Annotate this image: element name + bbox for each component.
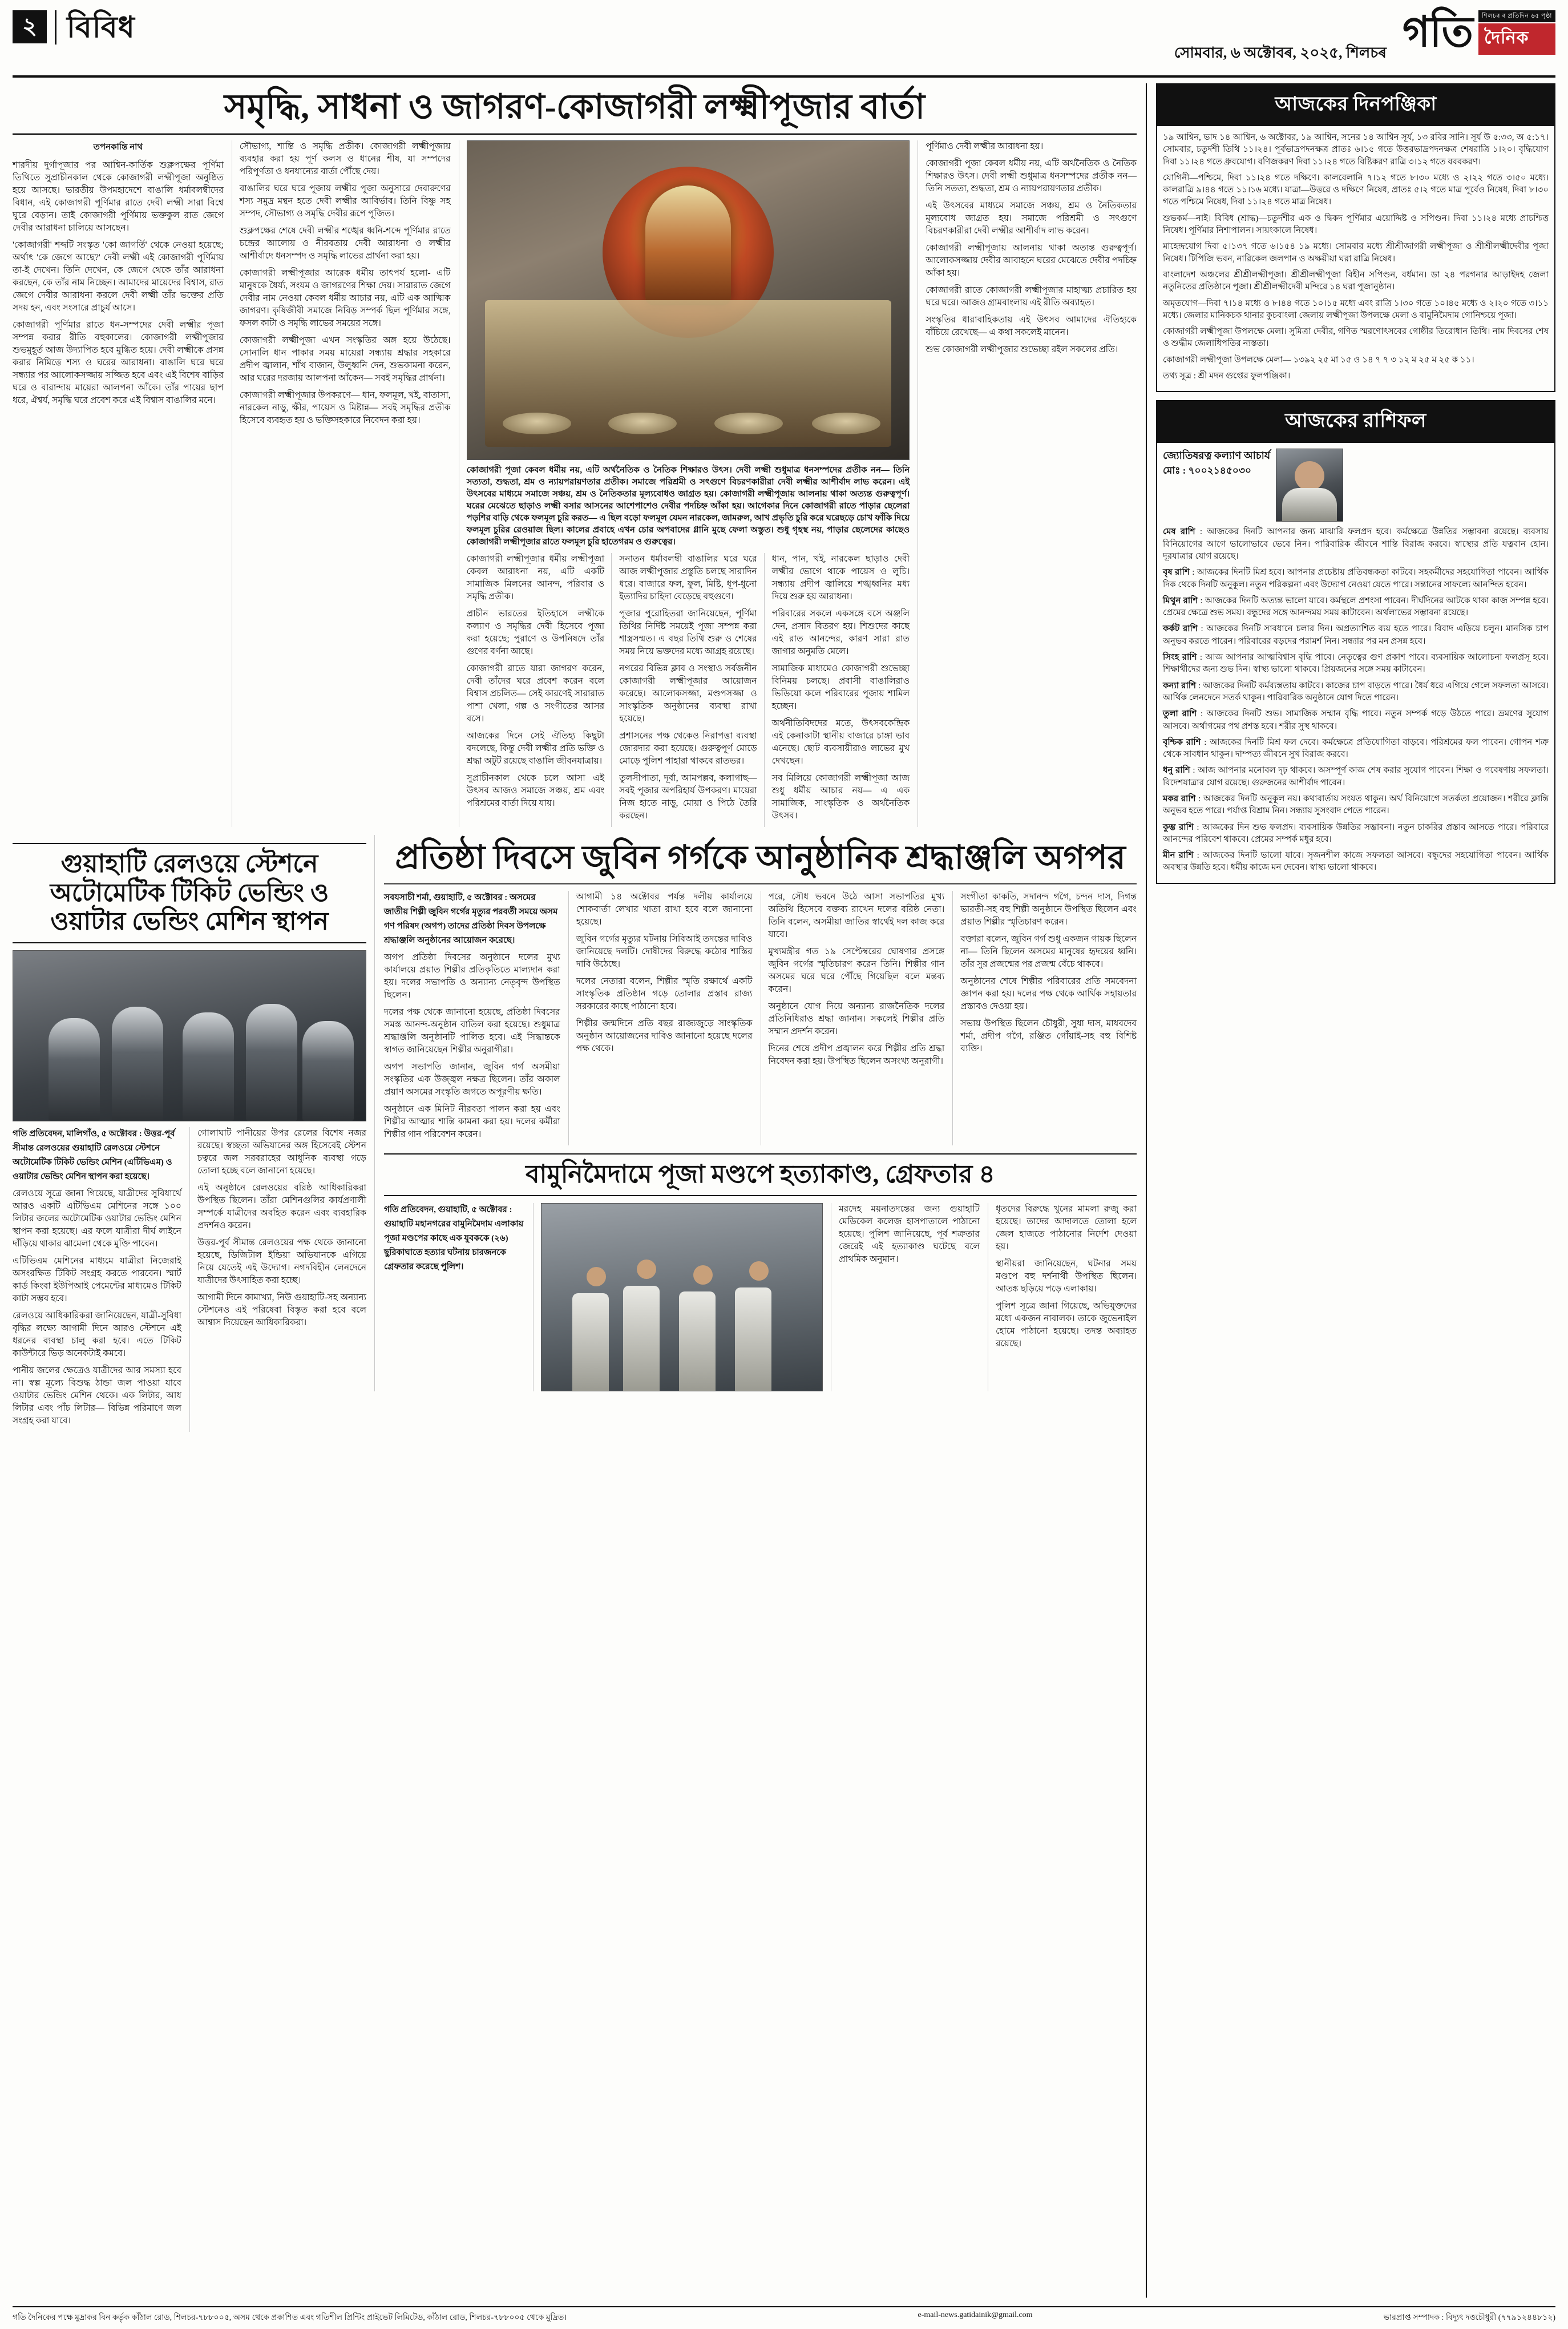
section-title: বিবিধ — [55, 10, 135, 45]
paragraph: প্রাচীন ভারতের ইতিহাসে লক্ষ্মীকে কল্যাণ ও সমৃদ্ধির দেবী হিসেবে পূজা করা হয়েছে; পুরাণে ও উপনিষদে তাঁর গুণের বর্ণনা আছে। — [466, 609, 605, 657]
footer-editor: ভারপ্রাপ্ত সম্পাদক : বিদ্যুৎ দত্তচৌধুরী (৭৭৯১২৪৪৮১২) — [1383, 2314, 1555, 2322]
rashifal-box — [1156, 400, 1555, 883]
panjika-box — [1156, 83, 1555, 392]
shoulders — [1282, 488, 1337, 521]
panjika-paragraph: কোজাগরী লক্ষ্মীপূজা উপলক্ষে মেলা। সুমিত্রা দেবীর, গণিত স্মরণোৎসবের গোষ্ঠীর তিরোধান তিথি। নাম দিবসের শেষ ও শুদ্ধীম জেলাধিপতির ন্যস্ততা। — [1163, 327, 1549, 349]
offering-plate — [503, 413, 571, 434]
murder-column-2 — [831, 1203, 980, 1391]
paragraph: সামাজিক মাধ্যমেও কোজাগরী শুভেচ্ছা বিনিময় চলছে। প্রবাসী বাঙালিরাও ভিডিয়ো কলে পরিবারের পূজায় শামিল হচ্ছেন। — [771, 664, 910, 712]
paragraph: কোজাগরী লক্ষ্মীপূজার উপকরণে— ধান, ফলমূল, খই, বাতাসা, নারকেল নাড়ু, ক্ষীর, পায়েস ও মিষ্টান্ন— সবই সমৃদ্ধির প্রতীক হিসেবে ব্যবহৃত হয় ও ভক্তিসহকারে নিবেদন করা হয়। — [239, 390, 451, 426]
paragraph: এটিভিএম মেশিনের মাধ্যমে যাত্রীরা নিজেরাই অসংরক্ষিত টিকিট সংগ্রহ করতে পারবেন। স্মার্ট কার্ড কিংবা ইউপিআই পেমেন্টের মাধ্যমেও টিকিট কাটা সম্ভব হবে। — [13, 1256, 181, 1303]
person — [246, 1004, 297, 1121]
paragraph: মুখ্যমন্ত্রীর গত ১৯ সেপ্টেম্বরের ঘোষণার প্রসঙ্গে জুবিন গর্গের স্মৃতিচারণ করেন তিনি। শিল্পীর গান অসমের ঘরে ঘরে পৌঁছে গিয়েছিল বলে মন্তব্য করেন। — [768, 947, 945, 995]
paragraph: আজকের দিনে সেই ঐতিহ্য কিছুটা বদলেছে, কিন্তু দেবী লক্ষ্মীর প্রতি ভক্তি ও শ্রদ্ধা অটুট রয়েছে বাঙালি জীবনযাত্রায়। — [466, 731, 605, 766]
page-number: ২ — [13, 10, 47, 43]
panjika-paragraph: বাংলাদেশ অঞ্চলের শ্রীশ্রীলক্ষ্মীপূজা। শ্রীশ্রীলক্ষ্মীপূজা বিহীন সপিণ্ডন, বর্ধমান। ডা ২৪ পরগনার আড়াইদহ জেলা নতুনিতের প্রতিষ্ঠানে পূজা। শ্রীশ্রীলক্ষ্মীদেবী মন্দিরে ১৪ ঘরা পূজানুষ্ঠান। — [1163, 270, 1549, 292]
astrologer-name: জ্যোতিষরত্ন কল্যাণ আচার্য — [1163, 450, 1271, 462]
paragraph: পূজার পুরোহিতরা জানিয়েছেন, পূর্ণিমা তিথির নির্দিষ্ট সময়েই পূজা সম্পন্ন করা শাস্ত্রসম্মত। এ বছর তিথি শুরু ও শেষের সময় নিয়ে ভক্তদের মধ্যে আগ্রহ রয়েছে। — [619, 609, 757, 657]
paragraph: কোজাগরী রাতে যারা জাগরণ করেন, দেবী তাঁদের ঘরে প্রবেশ করেন বলে বিশ্বাস প্রচলিত— সেই কারণেই সারারাত পাশা খেলা, গল্প ও সংগীতের আসর বসে। — [466, 664, 605, 724]
zodiac-name: সিংহ রাশি — [1163, 653, 1197, 663]
right-rail — [1147, 83, 1555, 2298]
panjika-paragraph: কোজাগরী লক্ষ্মীপূজা উপলক্ষে মেলা— ১৩৯২ ২৫ মা ১৫ ও ১৪ ৭ ৭ ৩ ১২ ম ২৫ ম ২৫ ক ১১। — [1163, 355, 1474, 365]
zodiac-item: মেষ রাশি : আজকের দিনটি আপনার জন্য মাঝারি ফলপ্রদ হবে। কর্মক্ষেত্রে উন্নতির সম্ভাবনা রয়েছে। ব্যবসায় বিনিয়োগের আগে ভালোভাবে ভেবে নিন। পারিবারিক জীবনে শান্তি বিরাজ করবে। স্বাস্থ্যের প্রতি যত্নবান হোন। দূরযাত্রার যোগ রয়েছে। — [1163, 527, 1549, 561]
zodiac-name: কর্কট রাশি — [1163, 624, 1198, 634]
zodiac-text: আজকের দিনটি আপনার জন্য মাঝারি ফলপ্রদ হবে। কর্মক্ষেত্রে উন্নতির সম্ভাবনা রয়েছে। ব্যবসায় বিনিয়োগের আগে ভালোভাবে ভেবে নিন। পারিবারিক জীবনে শান্তি বিরাজ করবে। স্বাস্থ্যের প্রতি যত্নবান হোন। দূরযাত্রার যোগ রয়েছে। — [1163, 527, 1549, 561]
paragraph: কোজাগরী লক্ষ্মীপূজার আরেক ধর্মীয় তাৎপর্য হলো- এটি মানুষকে ধৈর্য্য, সংযম ও জাগরণের শিক্ষা দেয়। সারারাত জেগে দেবীর নাম নেওয়া কেবল ধর্মীয় আচার নয়, এটি এক আত্মিক জাগরণ। কৃষিজীবী সমাজে নিবিড় সম্পর্ক ছিল পূর্ণিমার সঙ্গে, ফসল কাটা ও সমৃদ্ধি লাভের সময়ের সঙ্গে। — [239, 268, 451, 329]
paragraph: পরিবারের সকলে একসঙ্গে বসে অঞ্জলি দেন, প্রসাদ বিতরণ হয়। শিশুদের কাছে এই রাত আনন্দের, কারণ সারা রাত জাগার অনুমতি মেলে। — [771, 609, 910, 657]
lead-column-2 — [232, 140, 451, 827]
newspaper-logo — [1403, 10, 1555, 55]
paragraph: আগামী দিনে কামাখ্যা, নিউ গুয়াহাটি-সহ অন্যান্য স্টেশনেও এই পরিষেবা বিস্তৃত করা হবে বলে আশ্বাস দিয়েছেন আধিকারিকরা। — [197, 1292, 366, 1327]
panjika-paragraph: মাহেন্দ্রযোগ দিবা ৫।১৩৭ গতে ৬।১৫৪ ১৯ মধ্যে। সোমবার মধ্যে শ্রীশ্রীজাগরী লক্ষ্মীপূজা ও শ্রীশ্রীলক্ষ্মীদেবীর পূজা নিষেধ। টিপিজি ভবন, নারিকেল জলপান ও অক্ষয়ীয়া ঘরা রাত্রি নিষেধ। — [1163, 242, 1549, 264]
zodiac-text: আজকের দিনটি শুভ। সামাজিক সম্মান বৃদ্ধি পাবে। নতুন সম্পর্ক গড়ে উঠতে পারে। ভ্রমণের সুযোগ আসবে। অর্থাগমের পথ প্রশস্ত হবে। শরীর সুস্থ থাকবে। — [1163, 709, 1549, 731]
logo-wordmark: গতি — [1402, 9, 1473, 56]
deity-idol — [645, 185, 731, 305]
station-column-2 — [189, 1127, 366, 1432]
lead-article — [13, 83, 1137, 827]
face — [1295, 461, 1324, 491]
offering-plate — [608, 413, 677, 434]
panjika-source: তথ্য সূত্র : শ্রী মদন গুপ্তের ফুলপঞ্জিকা। — [1163, 372, 1291, 381]
paragraph: উত্তর-পূর্ব সীমান্ত রেলওয়ের পক্ষ থেকে জানানো হয়েছে, ডিজিটাল ইন্ডিয়া অভিযানকে এগিয়ে নিয়ে যেতেই এই উদ্যোগ। নগদবিহীন লেনদেনে যাত্রীদের উৎসাহিত করা হচ্ছে। — [197, 1237, 366, 1285]
zodiac-item: মিথুন রাশি : আজকের দিনটি অত্যন্ত ভালো যাবে। কর্মস্থলে প্রশংসা পাবেন। দীর্ঘদিনের আটকে থাকা কাজ সম্পন্ন হবে। প্রেমের ক্ষেত্রে শুভ সময়। বন্ধুদের সঙ্গে আনন্দময় সময় কাটাবেন। অর্থলাভের সম্ভাবনা রয়েছে। — [1163, 596, 1549, 618]
person — [49, 1018, 100, 1121]
person-head — [587, 1267, 606, 1286]
paragraph: কোজাগরী লক্ষ্মীপূজা এখন সংস্কৃতির অঙ্গ হয়ে উঠেছে। সোনালি ধান পাকার সময় মায়েরা সন্ধ্যায় শ্রদ্ধার সহকারে প্রদীপ জ্বালান, শাঁখ বাজান, উলুধ্বনি দেন, শুভকামনা করেন, আর ঘরের দরজায় আলপনা আঁকেন— সবই সমৃদ্ধির প্রার্থনা। — [239, 336, 451, 384]
zodiac-name: কন্যা রাশি — [1163, 681, 1196, 691]
paragraph: ধৃতদের বিরুদ্ধে খুনের মামলা রুজু করা হয়েছে। তাদের আদালতে তোলা হলে জেল হাজতে পাঠানোর নির্দেশ দেওয়া হয়। — [996, 1204, 1137, 1252]
footer-imprint: গতি দৈনিকের পক্ষে মুদ্রাকর বিন কর্তৃক কাঁঠাল রোড, শিলচর-৭৮৮০০৫, অসম থেকে প্রকাশিত এবং গতিশীল প্রিন্টিং প্রাইভেট লিমিটেড, কাঁঠাল রোড, শিলচর-৭৮৮০০৫ থেকে মুদ্রিত। — [13, 2314, 567, 2322]
ticket-machine-photo — [13, 950, 366, 1121]
murder-headline: বামুনিমৈদামে পূজা মণ্ডপে হত্যাকাণ্ড, গ্রেফতার ৪ — [384, 1153, 1137, 1196]
paragraph: রেলওয়ে আধিকারিকরা জানিয়েছেন, যাত্রী-সুবিধা বৃদ্ধির লক্ষ্যে আগামী দিনে আরও স্টেশনে এই ধরনের ব্যবস্থা চালু করা হবে। এতে টিকিট কাউন্টারে ভিড় অনেকটাই কমবে। — [13, 1310, 181, 1358]
lead-column-4 — [611, 553, 757, 827]
panjika-title: আজকের দিনপঞ্জিকা — [1157, 84, 1554, 126]
panjika-paragraph: ১৯ আশ্বিন, ভাদ ১৪ আশ্বিন, ৬ অক্টোবর, ১৯ আশ্বিন, সনের ১৪ আশ্বিন সূর্য, ১৩ রবির সানি। সূর্য উ ৫:৩৩, অ ৫:১৭। সোমবার, চতুর্দশী তিথি ১১।২৪। পূর্বভাদ্রপদনক্ষত্র প্রাতঃ ৬।১৫ গতে উত্তরভাদ্রপদনক্ষত্র শেষরাত্রি ১।২০। বৃদ্ধিযোগ দিবা ১১।২৪ গতে ধ্রুবযোগ। বণিজকরণ দিবা ১১।২৪ গতে বিষ্টিকরণ রাত্রি ৩।১২ গতে বববকরণ। — [1163, 133, 1549, 167]
zodiac-name: মীন রাশি — [1163, 851, 1194, 861]
logo-daily-badge: দৈনিক — [1478, 23, 1555, 55]
murder-column-3 — [988, 1203, 1137, 1391]
person-head — [637, 1260, 656, 1279]
paragraph: বক্তারা বলেন, জুবিন গর্গ শুধু একজন গায়ক ছিলেন না— তিনি ছিলেন অসমের মানুষের হৃদয়ের ধ্বনি। তাঁর সুর প্রজন্মের পর প্রজন্ম বেঁচে থাকবে। — [960, 934, 1137, 970]
zodiac-item: কর্কট রাশি : আজকের দিনটি সাবধানে চলার দিন। অপ্রত্যাশিত ব্যয় হতে পারে। বিবাদ এড়িয়ে চলুন। মানসিক চাপ অনুভব করতে পারেন। পরিবারের বড়দের পরামর্শ নিন। সন্ধ্যার পর মন প্রসন্ন হবে। — [1163, 624, 1549, 646]
paragraph: শুক্লপক্ষের শেষে দেবী লক্ষ্মীর শঙ্খের ধ্বনি-শব্দে পূর্ণিমার রাতে চন্দ্রের আলোয় ও নীরবতায় দেবী আরাধনা ও লক্ষ্মীর আশীর্বাদে ধনসম্পদ ও সমৃদ্ধি লাভের প্রার্থনা করা হয়। — [239, 226, 451, 261]
paragraph: ধান, পান, খই, নারকেল ছাড়াও দেবী লক্ষ্মীর ভোগে থাকে পায়েস ও লুচি। সন্ধ্যায় প্রদীপ জ্বালিয়ে শঙ্খধ্বনির মধ্য দিয়ে শুরু হয় আরাধনা। — [771, 554, 910, 602]
zubeen-column-3 — [761, 891, 945, 1145]
zodiac-text: আজকের দিনটি মিশ্র ফল দেবে। কর্মক্ষেত্রে প্রতিযোগিতা বাড়বে। পরিশ্রমের ফল পাবেন। গোপন শত্রু থেকে সাবধান থাকুন। দাম্পত্য জীবনে সুখ বিরাজ করবে। — [1163, 737, 1549, 760]
zodiac-item: মকর রাশি : আজকের দিনটি অনুকূল নয়। কথাবার্তায় সংযত থাকুন। অর্থ বিনিয়োগে সতর্কতা প্রয়োজন। শরীরে ক্লান্তি অনুভব হতে পারে। পর্যাপ্ত বিশ্রাম নিন। সন্ধ্যায় সুসংবাদ পেতে পারেন। — [1163, 794, 1549, 816]
paragraph: আগামী ১৪ অক্টোবর পর্যন্ত দলীয় কার্যালয়ে শোকবার্তা লেখার খাতা রাখা হবে বলে জানানো হয়েছে। — [576, 892, 753, 927]
zodiac-text: আজকের দিনটি অত্যন্ত ভালো যাবে। কর্মস্থলে প্রশংসা পাবেন। দীর্ঘদিনের আটকে থাকা কাজ সম্পন্ন হবে। প্রেমের ক্ষেত্রে শুভ সময়। বন্ধুদের সঙ্গে আনন্দময় সময় কাটাবেন। অর্থলাভের সম্ভাবনা রয়েছে। — [1163, 596, 1549, 618]
person-body — [623, 1286, 660, 1391]
police-procession-photo — [541, 1203, 823, 1391]
paragraph: অগপ সভাপতি জানান, জুবিন গর্গ অসমীয়া সংস্কৃতির এক উজ্জ্বল নক্ষত্র ছিলেন। তাঁর অকাল প্রয়াণ অসমের সংস্কৃতি জগতে অপূরণীয় ক্ষতি। — [384, 1062, 560, 1097]
paragraph: রেলওয়ে সূত্রে জানা গিয়েছে, যাত্রীদের সুবিধার্থে আরও একটি এটিভিএম মেশিনের সঙ্গে ১০০ লিটার জলের অটোমেটিক ওয়াটার ভেন্ডিং মেশিন স্থাপন করা হয়েছে। এর ফলে যাত্রীরা দীর্ঘ লাইনে দাঁড়িয়ে থাকার ঝামেলা থেকে মুক্তি পাবেন। — [13, 1188, 181, 1249]
person — [183, 1012, 234, 1121]
photo-caption: কোজাগরী পূজা কেবল ধর্মীয় নয়, এটি অর্থনৈতিক ও নৈতিক শিক্ষারও উৎস। দেবী লক্ষ্মী শুধুমাত্র ধনসম্পদের প্রতীক নন— তিনি সত্যতা, শুদ্ধতা, শ্রম ও ন্যায়পরায়ণতার প্রতীক। সমাজে পরিশ্রমী ও সৎগুণে বিচরণকারীরা দেবী লক্ষ্মীর আশীর্বাদ লাভ করেন। এই উৎসবের মাধ্যমে সমাজে সঞ্চয়, শ্রম ও নৈতিকতার মূল্যবোধও জাগ্রত হয়। কোজাগরী লক্ষ্মীপূজায় আলনায় থাকা অত্যন্ত গুরুত্বপূর্ণ। ঘরের মেঝেতে ছাড়াও লক্ষ্মী বসার আসনের আশেপাশেও দেবীর পদচিহ্ন আঁকা হয়। আগেকার দিনে কোজাগরী রাতে পাড়ার ছেলেরা পড়শির বাড়ি থেকে ফলমূল চুরি করত— এ ছিল বড়ো ফলমূল যেমন নারকেল, জামরুল, আখ প্রভৃতি চুরি করে ঘরেছড়ে চোখ ফাঁকি দিয়ে ফলমূল চুরির রেওয়াজ ছিল। কালের প্রবাহে এখন চোর অপবাদের গ্লানি মুছে ফেলা অস্তুত। শুধু গৃহস্থ নয়, পাড়ার ছেলেদের কাছেও কোজাগরী লক্ষ্মীপূজার রাতে ফলমূল চুরি হাতেগরম ও গুরুত্বের। — [466, 466, 910, 547]
paragraph: কোজাগরী রাতে কোজাগরী লক্ষ্মীপূজার মাহাত্ম্য প্রচারিত হয় ঘরে ঘরে। আজও গ্রামবাংলায় এই রীতি অব্যাহত। — [926, 285, 1137, 308]
paragraph: দিনের শেষে প্রদীপ প্রজ্বালন করে শিল্পীর প্রতি শ্রদ্ধা নিবেদন করা হয়। উপস্থিত ছিলেন অসংখ্য অনুরাগী। — [768, 1044, 945, 1067]
lead-headline: সমৃদ্ধি, সাধনা ও জাগরণ-কোজাগরী লক্ষ্মীপূজার বার্তা — [13, 83, 1137, 135]
lead-column-3 — [467, 553, 605, 827]
paragraph: সভায় উপস্থিত ছিলেন চৌধুরী, সুধা দাস, মাধবদেব শর্মা, প্রদীপ গগৈ, রঞ্জিত গোঁয়াই-সহ বহু বিশিষ্ট ব্যক্তি। — [960, 1019, 1137, 1054]
panjika-paragraph: অমৃতযোগ—দিবা ৭।১৪ মধ্যে ও ৮।৪৪ গতে ১০।১৫ মধ্যে এবং রাত্রি ১।৩০ গতে ১০।৪৫ মধ্যে ও ২।২০ গতে ৩।১১ মধ্যে। জেলার মানিকচক থানার কুচবাংলা জেলায় লক্ষ্মীপূজা উপলক্ষে মেলা ও বামুনিমৈদাম গোনিশ্চয়ে পূজা। — [1163, 298, 1549, 320]
astrologer-photo — [1276, 449, 1343, 522]
logo-tagline: শিলচৰ ৰ প্ৰতিদিন ৬৫ পৃষ্ঠা — [1478, 10, 1555, 22]
paragraph: তুলসীপাতা, দূর্বা, আমপল্লব, কলাগাছ— সবই পূজার অপরিহার্য উপকরণ। মায়েরা নিজ হাতে নাড়ু, মোয়া ও পিঠে তৈরি করছেন। — [619, 773, 757, 821]
zodiac-item: কুম্ভ রাশি : আজকের দিন শুভ ফলপ্রদ। ব্যবসায়িক উন্নতির সম্ভাবনা। নতুন চাকরির প্রস্তাব আসতে পারে। পরিবারে আনন্দের পরিবেশ থাকবে। প্রেমের সম্পর্ক মধুর হবে। — [1163, 822, 1549, 844]
zodiac-name: ধনু রাশি — [1163, 766, 1190, 776]
zodiac-item: সিংহ রাশি : আজ আপনার আত্মবিশ্বাস বৃদ্ধি পাবে। নেতৃত্বের গুণ প্রকাশ পাবে। ব্যবসায়িক আলোচনা ফলপ্রসূ হবে। শিক্ষার্থীদের জন্য শুভ দিন। স্বাস্থ্য ভালো থাকবে। প্রিয়জনের সঙ্গে সময় কাটাবেন। — [1163, 653, 1549, 675]
astrologer-phone: মোঃ : ৭০০২১৪৫০৩০ — [1163, 465, 1251, 476]
murder-credit: গতি প্রতিবেদন, গুয়াহাটি, ৫ অক্টোবর : গুয়াহাটি মহানগরের বামুনিমৈদাম এলাকায় পূজা মণ্ডপের কাছে এক যুবককে (২৬) ছুরিকাঘাতে হত্যার ঘটনায় চারজনকে গ্রেফতার করেছে পুলিশ। — [384, 1205, 524, 1272]
zodiac-item: বৃষ রাশি : আজকের দিনটি মিশ্র হবে। আপনার প্রচেষ্টায় প্রতিবন্ধকতা কাটবে। সহকর্মীদের সহযোগিতা পাবেন। আর্থিক দিক থেকে দিনটি অনুকূল। নতুন পরিকল্পনা এবং উদ্যোগ নেওয়া যেতে পারে। সন্তানের সাফল্যে আনন্দিত হবেন। — [1163, 568, 1549, 590]
paragraph: শুভ কোজাগরী লক্ষ্মীপূজার শুভেচ্ছা রইল সকলের প্রতি। — [926, 345, 1118, 355]
paragraph: অনুষ্ঠানের শেষে শিল্পীর পরিবারের প্রতি সমবেদনা জ্ঞাপন করা হয়। দলের পক্ষ থেকে আর্থিক সহায়তার প্রস্তাবও দেওয়া হয়। — [960, 976, 1137, 1012]
paragraph: সনাতন ধর্মাবলম্বী বাঙালির ঘরে ঘরে আজ লক্ষ্মীপূজার প্রস্তুতি চলছে সারাদিন ধরে। বাজারে ফল, ফুল, মিষ্টি, ধূপ-ধুনো ইত্যাদির চাহিদা বেড়েছে বহুগুণে। — [619, 554, 757, 602]
zodiac-item: মীন রাশি : আজকের দিনটি ভালো যাবে। সৃজনশীল কাজে সফলতা আসবে। বন্ধুদের সহযোগিতা পাবেন। আর্থিক অবস্থার উন্নতি হবে। ধর্মীয় কাজে মন দেবেন। স্বাস্থ্য ভালো থাকবে। — [1163, 851, 1549, 873]
zodiac-name: বৃষ রাশি — [1163, 568, 1190, 578]
paragraph: অগপ প্রতিষ্ঠা দিবসের অনুষ্ঠানে দলের মুখ্য কার্যালয়ে প্রয়াত শিল্পীর প্রতিকৃতিতে মাল্যদান করা হয়। দলের সভাপতি ও অন্যান্য নেতৃবৃন্দ উপস্থিত ছিলেন। — [384, 952, 560, 1000]
paragraph: পূর্ণিমাও দেবী লক্ষ্মীর আরাধনা হয়। — [926, 142, 1044, 152]
zubeen-credit: সবযসাচী শর্মা, গুয়াহাটি, ৫ অক্টোবর : অসমের জাতীয় শিল্পী জুবিন গর্গের মৃত্যুর পরবর্তী সময়ে অসম গণ পরিষদ (অগপ) তাদের প্রতিষ্ঠা দিবস উপলক্ষে শ্রদ্ধাঞ্জলি অনুষ্ঠানের আয়োজন করেছে। — [384, 893, 558, 946]
zubeen-column-1 — [384, 891, 560, 1145]
lead-column-1 — [13, 140, 224, 827]
paragraph: অর্থনীতিবিদদের মতে, উৎসবকেন্দ্রিক এই কেনাকাটা স্থানীয় বাজারে চাঙ্গা ভাব এনেছে। ছোট ব্যবসায়ীরাও লাভের মুখ দেখছেন। — [771, 719, 910, 766]
paragraph: বাঙালির ঘরে ঘরে পূজায় লক্ষ্মীর পূজা অনুসারে দেবারুণের শস্য সমুদ্র মন্থন হতে দেবী লক্ষ্মীর আবির্ভাব। তিনি বিষ্ণু সহ সম্পদ, সৌভাগ্য ও সমৃদ্ধি দেবীর রূপে পূজিত। — [239, 184, 451, 219]
paragraph: নগরের বিভিন্ন ক্লাব ও সংস্থাও সর্বজনীন কোজাগরী লক্ষ্মীপূজার আয়োজন করেছে। আলোকসজ্জা, মণ্ডপসজ্জা ও সাংস্কৃতিক অনুষ্ঠানের ব্যবস্থা রাখা হয়েছে। — [619, 664, 757, 724]
paragraph: দলের পক্ষ থেকে জানানো হয়েছে, প্রতিষ্ঠা দিবসের সমস্ত আনন্দ-অনুষ্ঠান বাতিল করা হয়েছে। শুধুমাত্র শ্রদ্ধাঞ্জলি অনুষ্ঠানটি পালিত হবে। এই সিদ্ধান্তকে স্বাগত জানিয়েছেন শিল্পীর অনুরাগীরা। — [384, 1007, 560, 1055]
zubeen-column-2 — [568, 891, 753, 1145]
murder-photo-column — [533, 1203, 823, 1391]
paragraph: এই অনুষ্ঠানে রেলওয়ের বরিষ্ঠ আধিকারিকরা উপস্থিত ছিলেন। তাঁরা মেশিনগুলির কার্যপ্রণালী সম্পর্কে যাত্রীদের অবহিত করেন এবং ব্যবহারিক প্রদর্শনও করেন। — [197, 1182, 366, 1230]
person-head — [749, 1261, 769, 1281]
zodiac-text: আজ আপনার মনোবল দৃঢ় থাকবে। অসম্পূর্ণ কাজ শেষ করার সুযোগ পাবেন। শিক্ষা ও গবেষণায় সফলতা। বিদেশযাত্রার যোগ রয়েছে। গুরুজনের আশীর্বাদ পাবেন। — [1163, 766, 1549, 788]
paragraph: শারদীয় দুর্গাপূজার পর আশ্বিন-কার্তিক শুক্লপক্ষের পূর্ণিমা তিথিতে সুপ্রাচীনকাল থেকে কোজাগরী লক্ষ্মীপূজা অনুষ্ঠিত হয়ে আসছে। ভারতীয় উপমহাদেশে বাঙালি ধর্মাবলম্বীদের বিধান, এই কোজাগরী পূর্ণিমার রাতে দেবী লক্ষ্মী সারা বিশ্বে ঘুরে বেড়ান। তাই কোজাগরী পূর্ণিমায় ভক্তকুল রাত জেগে দেবীর আরাধনা চালিয়ে আসছেন। — [13, 160, 224, 233]
murder-article — [384, 1153, 1137, 1391]
person-head — [693, 1265, 713, 1285]
zubeen-headline: প্রতিষ্ঠা দিবসে জুবিন গর্গকে আনুষ্ঠানিক শ্রদ্ধাঞ্জলি অগপর — [384, 835, 1137, 885]
paragraph: সুপ্রাচীনকাল থেকে চলে আসা এই উৎসব আজও সমাজে সঞ্চয়, শ্রম এবং পরিশ্রমের বার্তা দিয়ে যায়। — [466, 773, 605, 809]
lead-column-5 — [764, 553, 910, 827]
zodiac-name: বৃশ্চিক রাশি — [1163, 737, 1201, 747]
paragraph: পানীয় জলের ক্ষেত্রেও যাত্রীদের আর সমস্যা হবে না। স্বল্প মূল্যে বিশুদ্ধ ঠান্ডা জল পাওয়া যাবে ওয়াটার ভেন্ডিং মেশিন থেকে। এক লিটার, আধ লিটার এবং পাঁচ লিটার— বিভিন্ন পরিমাণে জল সংগ্রহ করা যাবে। — [13, 1365, 181, 1426]
zubeen-column-4 — [952, 891, 1137, 1145]
paragraph: কোজাগরী লক্ষ্মীপূজার ধর্মীয় লক্ষ্মীপূজা কেবল আরাধনা নয়, এটি একটি সামাজিক মিলনের আনন্দ, পরিবার ও সমৃদ্ধি প্রতীক। — [466, 554, 605, 602]
person — [112, 1007, 163, 1121]
station-headline: গুয়াহাটি রেলওয়ে স্টেশনে অটোমেটিক টিকিট ভেন্ডিং ও ওয়াটার ভেন্ডিং মেশিন স্থাপন — [13, 843, 366, 943]
paragraph: পুলিশ সূত্রে জানা গিয়েছে, অভিযুক্তদের মধ্যে একজন নাবালক। তাকে জুভেনাইল হোমে পাঠানো হয়েছে। তদন্ত অব্যাহত রয়েছে। — [996, 1301, 1137, 1349]
paragraph: সংগীতা কাকতি, সদানন্দ গগৈ, চন্দন দাস, দিগন্ত ভারতী-সহ বহু শিল্পী অনুষ্ঠানে উপস্থিত ছিলেন এবং প্রয়াত শিল্পীর স্মৃতিচারণ করেন। — [960, 892, 1137, 927]
zodiac-name: তুলা রাশি — [1163, 709, 1197, 719]
zodiac-text: আজকের দিনটি মিশ্র হবে। আপনার প্রচেষ্টায় প্রতিবন্ধকতা কাটবে। সহকর্মীদের সহযোগিতা পাবেন। আর্থিক দিক থেকে দিনটি অনুকূল। নতুন পরিকল্পনা এবং উদ্যোগ নেওয়া যেতে পারে। সন্তানের সাফল্যে আনন্দিত হবেন। — [1163, 568, 1549, 590]
zodiac-item: কন্যা রাশি : আজকের দিনটি কর্মব্যস্ততায় কাটবে। কাজের চাপ বাড়তে পারে। ধৈর্য ধরে এগিয়ে গেলে সফলতা আসবে। আর্থিক লেনদেনে সতর্ক থাকুন। পারিবারিক অনুষ্ঠানে যোগ দিতে পারেন। — [1163, 681, 1549, 703]
zodiac-text: আজকের দিনটি ভালো যাবে। সৃজনশীল কাজে সফলতা আসবে। বন্ধুদের সহযোগিতা পাবেন। আর্থিক অবস্থার উন্নতি হবে। ধর্মীয় কাজে মন দেবেন। স্বাস্থ্য ভালো থাকবে। — [1163, 851, 1549, 873]
panjika-paragraph: শুভকর্ম—নাই। বিবিধ (শ্রাদ্ধ)—চতুর্দশীর এক ও দ্বিকদ পূর্ণিমার এয়োদ্দিষ্ট ও সপিণ্ডন। দিবা ১১।২৪ মধ্যে প্রাচশ্চিত্ত নিষেধ। পূর্ণিমার নিশাপালন। সায়ংকালে নিষেধ। — [1163, 213, 1549, 236]
zodiac-text: আজকের দিনটি অনুকূল নয়। কথাবার্তায় সংযত থাকুন। অর্থ বিনিয়োগে সতর্কতা প্রয়োজন। শরীরে ক্লান্তি অনুভব হতে পারে। পর্যাপ্ত বিশ্রাম নিন। সন্ধ্যায় সুসংবাদ পেতে পারেন। — [1163, 794, 1549, 816]
zodiac-name: মেষ রাশি — [1163, 527, 1195, 537]
person — [302, 1021, 354, 1121]
paragraph: কোজাগরী লক্ষ্মীপূজায় আলনায় থাকা অত্যন্ত গুরুত্বপূর্ণ। আলোকসজ্জায় দেবীর আবাহনে ঘরের মেঝেতে দেবীর পদচিহ্ন আঁকা হয়। — [926, 243, 1137, 278]
lead-column-6 — [918, 140, 1137, 827]
paragraph: মরদেহ ময়নাতদন্তের জন্য গুয়াহাটি মেডিকেল কলেজ হাসপাতালে পাঠানো হয়েছে। পুলিশ জানিয়েছে, পূর্ব শত্রুতার জেরেই এই হত্যাকাণ্ড ঘটেছে বলে প্রাথমিক অনুমান। — [839, 1204, 980, 1264]
station-credit: গতি প্রতিবেদন, মালিগাঁও, ৫ অক্টোবর : উত্তর-পূর্ব সীমান্ত রেলওয়ের গুয়াহাটি রেলওয়ে স্টেশনে অটোমেটিক টিকিট ভেন্ডিং মেশিন (এটিভিএম) ও ওয়াটার ভেন্ডিং মেশিন স্থাপন করা হয়েছে। — [13, 1129, 175, 1181]
main-content — [13, 83, 1147, 2298]
lead-photo-column — [459, 140, 910, 827]
issue-date: সোমবার, ৬ অক্টোবৰ, ২০২৫, শিলচৰ — [1174, 45, 1387, 61]
zodiac-item: বৃশ্চিক রাশি : আজকের দিনটি মিশ্র ফল দেবে। কর্মক্ষেত্রে প্রতিযোগিতা বাড়বে। পরিশ্রমের ফল পাবেন। গোপন শত্রু থেকে সাবধান থাকুন। দাম্পত্য জীবনে সুখ বিরাজ করবে। — [1163, 737, 1549, 760]
paragraph: শিল্পীর জন্মদিনে প্রতি বছর রাজ্যজুড়ে সাংস্কৃতিক অনুষ্ঠান আয়োজনের দাবিও জানানো হয়েছে দলের পক্ষ থেকে। — [576, 1019, 753, 1054]
paragraph: স্থানীয়রা জানিয়েছেন, ঘটনার সময় মণ্ডপে বহু দর্শনার্থী উপস্থিত ছিলেন। আতঙ্ক ছড়িয়ে পড়ে এলাকায়। — [996, 1258, 1137, 1294]
paragraph: পরে, সৌধ ভবনে উঠে আসা সভাপতির মুখ্য অতিথি হিসেবে বক্তব্য রাখেন দলের বরিষ্ঠ নেতা। তিনি বলেন, অসমীয়া জাতির স্বার্থেই দল কাজ করে যাবে। — [768, 892, 945, 940]
zodiac-text: আজকের দিনটি কর্মব্যস্ততায় কাটবে। কাজের চাপ বাড়তে পারে। ধৈর্য ধরে এগিয়ে গেলে সফলতা আসবে। আর্থিক লেনদেনে সতর্ক থাকুন। পারিবারিক অনুষ্ঠানে যোগ দিতে পারেন। — [1163, 681, 1549, 703]
lakshmi-puja-photo — [467, 140, 910, 460]
zodiac-name: কুম্ভ রাশি — [1163, 822, 1194, 832]
footer-email[interactable]: e-mail-news.gatidainik@gmail.com — [918, 2311, 1033, 2319]
paragraph: এই উৎসবের মাধ্যমে সমাজে সঞ্চয়, শ্রম ও নৈতিকতার মূল্যবোধ জাগ্রত হয়। সমাজে পরিশ্রমী ও সৎগুণে বিচরণকারীরা দেবী লক্ষ্মীর আশীর্বাদ লাভ করেন। — [926, 201, 1137, 236]
paragraph: কোজাগরী পূর্ণিমার রাতে ধন-সম্পদের দেবী লক্ষ্মীর পূজা সম্পন্ন করার রীতি বহুকালের। কোজাগরী লক্ষ্মীপূজার শুভমুহূর্ত আজ উদ্যাপিত হবে মুগ্ধিত হয়ে। দেবী লক্ষ্মীকে প্রসন্ন করার নিমিত্তে শস্য ও ঘরের আরাধনা। বাঙালি ঘরে ঘরে সন্ধ্যার পর আলোকসজ্জায় সজ্জিত হবে এবং এই বিশেষ বাড়ির ঘরে ও বারান্দায় মায়েরা আলপনা আঁকে। তাঁর পায়ের ছাপ ধরে, ঐশ্বর্য, সমৃদ্ধি ঘরে প্রবেশ করে এই বিশ্বাস বাঙালির মনে। — [13, 320, 224, 406]
paragraph: অনুষ্ঠানে এক মিনিট নীরবতা পালন করা হয় এবং শিল্পীর আত্মার শান্তি কামনা করা হয়। দলের কর্মীরা শিল্পীর গান পরিবেশন করেন। — [384, 1104, 560, 1140]
paragraph: কোজাগরী পূজা কেবল ধর্মীয় নয়, এটি অর্থনৈতিক ও নৈতিক শিক্ষারও উৎস। দেবী লক্ষ্মী শুধুমাত্র ধনসম্পদের প্রতীক নন— তিনি সততা, শুদ্ধতা, শ্রম ও ন্যায়পরায়ণতার প্রতীক। — [926, 159, 1137, 194]
zubeen-article — [374, 835, 1137, 1391]
person-body — [735, 1287, 771, 1390]
murder-column-1 — [384, 1203, 525, 1391]
offering-plate — [714, 413, 783, 434]
zodiac-text: আজকের দিন শুভ ফলপ্রদ। ব্যবসায়িক উন্নতির সম্ভাবনা। নতুন চাকরির প্রস্তাব আসতে পারে। পরিবারে আনন্দের পরিবেশ থাকবে। প্রেমের সম্পর্ক মধুর হবে। — [1163, 822, 1549, 844]
zodiac-name: মকর রাশি — [1163, 794, 1196, 804]
lead-byline: তপনকান্তি নাথ — [93, 143, 143, 152]
person-body — [679, 1291, 716, 1391]
paragraph: 'কোজাগরী' শব্দটি সংস্কৃত 'কো জাগর্তি' থেকে নেওয়া হয়েছে; অর্থাৎ 'কে জেগে আছে?' দেবী লক্ষ্মী এই কোজাগরী পূর্ণিমায় তা-ই দেখেন। তিনি দেখেন, কে জেগে থেকে তাঁর আরাধনা করছেন, কে তাঁর নাম নিচ্ছেন। আমাদের মায়েদের বিশ্বাস, রাত জেগে দেবীর আরাধনা করলে দেবী লক্ষ্মী তাঁর ভক্তের প্রতি সদয় হন, এবং সংসারে প্রাচুর্য আসে। — [13, 240, 224, 313]
page-footer — [13, 2306, 1555, 2324]
paragraph: সংস্কৃতির ধারাবাহিকতায় এই উৎসব আমাদের ঐতিহ্যকে বাঁচিয়ে রেখেছে— এ কথা সকলেই মানেন। — [926, 315, 1137, 338]
zodiac-item: ধনু রাশি : আজ আপনার মনোবল দৃঢ় থাকবে। অসম্পূর্ণ কাজ শেষ করার সুযোগ পাবেন। শিক্ষা ও গবেষণায় সফলতা। বিদেশযাত্রার যোগ রয়েছে। গুরুজনের আশীর্বাদ পাবেন। — [1163, 766, 1549, 788]
rashifal-title: আজকের রাশিফল — [1157, 401, 1554, 443]
paragraph: সব মিলিয়ে কোজাগরী লক্ষ্মীপূজা আজ শুধু ধর্মীয় আচার নয়— এ এক সামাজিক, সাংস্কৃতিক ও অর্থনৈতিক উৎসব। — [771, 773, 910, 821]
zodiac-name: মিথুন রাশি — [1163, 596, 1198, 606]
paragraph: প্রশাসনের পক্ষ থেকেও নিরাপত্তা ব্যবস্থা জোরদার করা হয়েছে। গুরুত্বপূর্ণ মোড়ে মোড়ে পুলিশ পাহারা থাকবে রাতভর। — [619, 731, 757, 766]
paragraph: গোলাঘাট পানীয়ের উপর রেলের বিশেষ নজর রয়েছে। স্বচ্ছতা অভিযানের অঙ্গ হিসেবেই স্টেশন চত্বরে জল সরবরাহের আধুনিক ব্যবস্থা গড়ে তোলা হচ্ছে বলে জানানো হয়েছে। — [197, 1128, 366, 1176]
masthead — [13, 10, 1555, 78]
offering-plate — [812, 413, 880, 434]
zodiac-text: আজ আপনার আত্মবিশ্বাস বৃদ্ধি পাবে। নেতৃত্বের গুণ প্রকাশ পাবে। ব্যবসায়িক আলোচনা ফলপ্রসূ হবে। শিক্ষার্থীদের জন্য শুভ দিন। স্বাস্থ্য ভালো থাকবে। প্রিয়জনের সঙ্গে সময় কাটাবেন। — [1163, 653, 1549, 675]
person-body — [572, 1293, 609, 1391]
paragraph: সৌভাগ্য, শান্তি ও সমৃদ্ধি প্রতীক। কোজাগরী লক্ষ্মীপূজায় ব্যবহার করা হয় পূর্ণ কলস ও ধানের শীষ, যা সম্পদের পরিপূর্ণতা ও ধনধান্যের বার্তা পৌঁছে দেয়। — [239, 142, 451, 177]
station-article — [13, 835, 366, 1432]
zodiac-item: তুলা রাশি : আজকের দিনটি শুভ। সামাজিক সম্মান বৃদ্ধি পাবে। নতুন সম্পর্ক গড়ে উঠতে পারে। ভ্রমণের সুযোগ আসবে। অর্থাগমের পথ প্রশস্ত হবে। শরীর সুস্থ থাকবে। — [1163, 709, 1549, 731]
station-column-1 — [13, 1127, 181, 1432]
paragraph: অনুষ্ঠানে যোগ দিয়ে অন্যান্য রাজনৈতিক দলের প্রতিনিধিরাও শ্রদ্ধা জানান। সকলেই শিল্পীর প্রতি সম্মান প্রদর্শন করেন। — [768, 1002, 945, 1037]
zodiac-text: আজকের দিনটি সাবধানে চলার দিন। অপ্রত্যাশিত ব্যয় হতে পারে। বিবাদ এড়িয়ে চলুন। মানসিক চাপ অনুভব করতে পারেন। পরিবারের বড়দের পরামর্শ নিন। সন্ধ্যার পর মন প্রসন্ন হবে। — [1163, 624, 1549, 646]
paragraph: দলের নেতারা বলেন, শিল্পীর স্মৃতি রক্ষার্থে একটি সাংস্কৃতিক প্রতিষ্ঠান গড়ে তোলার প্রস্তাব রাজ্য সরকারের কাছে পাঠানো হবে। — [576, 976, 753, 1012]
paragraph: জুবিন গর্গের মৃত্যুর ঘটনায় সিবিআই তদন্তের দাবিও জানিয়েছে দলটি। দোষীদের বিরুদ্ধে কঠোর শাস্তির দাবি উঠেছে। — [576, 934, 753, 970]
panjika-paragraph: যোগিনী—পশ্চিমে, দিবা ১১।২৪ গতে দক্ষিণে। কালবেলানি ৭।১২ গতে ৮।৩০ মধ্যে ও ২।২২ গতে ৩।৫০ মধ্যে। কালরাত্রি ৯।৪৪ গতে ১১।১৬ মধ্যে। যাত্রা—উত্তরে ও দক্ষিণে নিষেধ, প্রাতঃ ৫।২ গতে মাত্র পূর্বেও নিষেধ, দিবা ৮।৩০ গতে পশ্চিমে নিষেধ, দিবা ১১।২৪ গতে মাত্র নিষেধ। — [1163, 173, 1549, 207]
